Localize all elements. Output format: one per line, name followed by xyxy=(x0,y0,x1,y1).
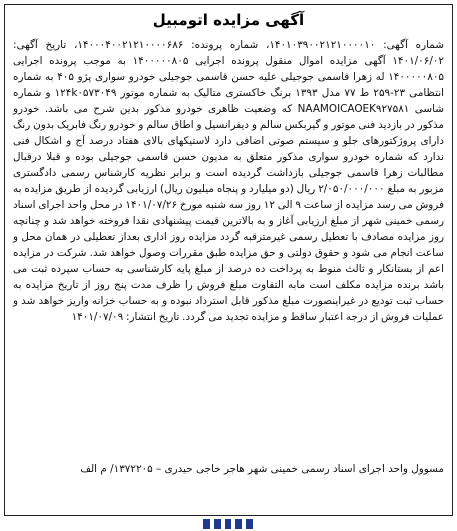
auction-notice xyxy=(4,4,453,516)
footer-block xyxy=(214,519,221,529)
notice-body: شماره آگهی: ۱۴۰۱۰۳۹۰۰۲۱۲۱۰۰۰۰۱۰، شماره پرونده: ۱۴۰۰۰۴۰۰۲۱۲۱۰۰۰۰۶۸۶، تاریخ آگهی: ۱۴۰۱/۰۶/۰۲ آگهی مزایده اموال منقول پرونده اجرایی ۱۴۰۰۰۰۰۸۰۵ به موجب پرونده اجرایی ۱۴۰۰۰۰۰۸۰۵ له زهرا قاسمی جوجیلی علیه حسن قاسمی جوجیلی خودرو سواری پژو ۴۰۵ به شماره انتظامی ۲۳-۲۵۹ ط ۷۷ مدل ۱۳۹۳ برنگ خاکستری متالیک به شماره موتور ۱۲۴k۰۵۷۳۰۴۹ و شماره شاسی NAAMOICAOEK۹۲۷۵۸۱ که وضعیت ظاهری خودرو مذکور بدین شرح می باشد. خودرو مذکور در بازدید فنی موتور و گیربکس سالم و دیفرانسیل و اطاق سالم و خودرو رنگ فابریک بدون رنگ دارای پروژکتورهای جلو و سیستم صوتی اضافی دارد لاستیکهای بالای هفتاد درصد آج و اشکال فنی ندارد که شماره خودرو سواری مذکور متعلق به مدیون حسن قاسمی جوجیلی بوده و قبلا درقبال مطالبات زهرا قاسمی جوجیلی بازداشت گردیده است و برابر نظریه کارشناس رسمی دادگستری مزبور به مبلغ ۲/۰۵۰/۰۰۰/۰۰۰ ریال (دو میلیارد و پنجاه میلیون ریال) ارزیابی گردیده از طریق مزایده به فروش می رسد مزایده از ساعت ۹ الی ۱۲ روز سه شنبه مورخ ۱۴۰۱/۰۷/۲۶ در محل واحد اجرای اسناد رسمی خمینی شهر از مبلغ ارزیابی آغاز و به بالاترین قیمت پیشنهادی نقدا فروخته خواهد شد و چنانچه روز مزایده مصادف با تعطیل رسمی غیرمترقبه گردد مزایده روز اداری بعداز تعطیلی در همان محل و ساعت انجام می شود و حقوق دولتی و حق مزایده طبق مقررات وصول خواهد شد. شرکت در مزایده اعم از بستانکار و ثالث منوط به پرداخت ده درصد از مبلغ پایه کارشناسی به حساب سپرده ثبت می باشد برنده مزایده مکلف است مابه التفاوت مبلغ فروش را ظرف مدت پنج روز از تاریخ مزایده به حساب ثبت تودیع در غیراینصورت مبلغ مذکور قابل استرداد نبوده و به حساب خزانه واریز خواهد شد و عملیات فروش از درجه اعتبار ساقط و مزایده تجدید می گردد. تاریخ انتشار: ۱۴۰۱/۰۷/۰۹ xyxy=(13,39,445,323)
footer-decoration xyxy=(203,519,253,529)
notice-title: آگهی مزایده اتومبیل xyxy=(152,11,305,29)
footer-block xyxy=(235,519,242,529)
footer-block xyxy=(225,519,232,529)
footer-block xyxy=(203,519,210,529)
footer-block xyxy=(246,519,253,529)
notice-signature: مسوول واحد اجرای اسناد رسمی خمینی شهر هاجر حاجی حیدری – ۱۳۷۲۲۰۵/ م الف xyxy=(80,463,444,475)
